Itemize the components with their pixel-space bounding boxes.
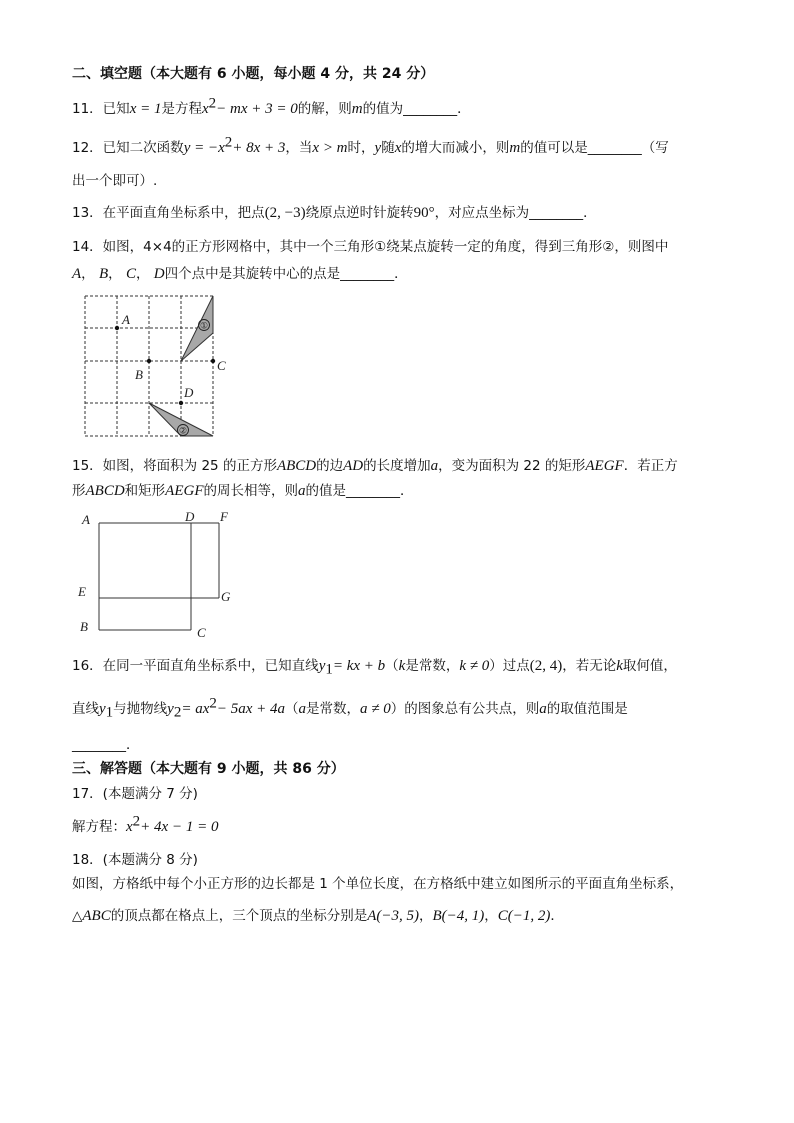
q15-text-2: 的边	[316, 458, 344, 474]
label-b: B	[80, 619, 88, 634]
q15-text-6: 形	[72, 483, 86, 499]
q15-text-3: 的长度增加	[363, 458, 431, 474]
q12-math-5: x	[394, 140, 402, 156]
q12-text-1: 12．已知二次函数	[72, 140, 184, 156]
q12-text-5: 的增大而减小，则	[401, 140, 510, 156]
q15-text-5: ．若正方	[623, 458, 678, 474]
label-d: D	[185, 509, 195, 524]
section-solve-heading: 三、解答题（本大题有 9 小题，共 86 分）	[72, 761, 345, 777]
q15-math-7: a	[298, 483, 306, 499]
q15-math-3: a	[430, 458, 439, 474]
label-f: F	[220, 509, 228, 524]
q11-text-3: 的解，则	[297, 101, 352, 117]
q13-text-2: 绕原点逆时针旋转	[305, 205, 414, 221]
question-13	[72, 203, 597, 223]
q14-text-2: 四个点中是其旋转中心的点是________．	[164, 266, 408, 282]
q15-text-4: ，变为面积为 22 的矩形	[438, 458, 586, 474]
q12-sup: 2	[224, 134, 233, 151]
q12-math-4: y	[374, 140, 382, 156]
q14-math-d: D	[153, 266, 165, 282]
q13-math-1: (2, −3)	[264, 205, 306, 221]
q14-grid-figure	[80, 293, 226, 443]
q11-text-1: 11．已知	[72, 101, 130, 117]
point-d-dot	[179, 401, 183, 405]
question-16: 16．在同一平面直角坐标系中，已知直线$y_1=$ kx + b（k是常数，k ≠ 0）过点(2, 4)，若无论k取何值，	[72, 658, 677, 678]
q12-math-2: + 8x + 3	[232, 140, 286, 156]
label-c: C	[217, 358, 226, 373]
question-15	[72, 456, 678, 476]
q14-math-c: C	[125, 266, 136, 282]
q13-math-2: 90°	[413, 205, 435, 221]
q15-math-6: AEGF	[165, 483, 204, 499]
q15-text-9: 的值是________．	[305, 483, 414, 499]
q14-math-a: A	[72, 266, 82, 282]
q11-text-4: 的值为________．	[362, 101, 471, 117]
q15-math-5: ABCD	[85, 483, 125, 499]
q15-text-8: 的周长相等，则	[203, 483, 298, 499]
point-c-dot	[211, 359, 215, 363]
q12-math-3: x > m	[312, 140, 348, 156]
question-14: 14．如图，4×4的正方形网格中，其中一个三角形①绕某点旋转一定的角度，得到三角形②，则图中	[72, 239, 669, 255]
point-a-dot	[115, 326, 119, 330]
label-a: A	[82, 512, 90, 527]
label-d: D	[184, 385, 194, 400]
q11-math-4: m	[351, 101, 363, 117]
triangle-1-label: ①	[199, 321, 209, 332]
q13-text-3: ，对应点坐标为________．	[434, 205, 597, 221]
question-17-body: 解方程：$x^2+ 4x - 1 = 0$	[72, 813, 219, 835]
q15-text-1: 15．如图，将面积为 25 的正方形	[72, 458, 277, 474]
q12-text-6: 的值可以是________（写	[520, 140, 669, 156]
q11-math-2: x	[201, 101, 209, 117]
label-a: A	[122, 312, 130, 327]
q13-text-1: 13．在平面直角坐标系中，把点	[72, 205, 265, 221]
q15-rectangle-figure	[76, 509, 246, 644]
q11-sup: 2	[208, 95, 217, 112]
question-12	[72, 134, 669, 158]
q15-line-2	[72, 481, 414, 501]
q15-math-2: AD	[343, 458, 364, 474]
label-e: E	[78, 584, 86, 599]
q12-line-2: 出一个即可）.	[72, 173, 158, 189]
q16-math-1: y	[318, 658, 326, 674]
q12-math-6: m	[509, 140, 521, 156]
q16-line-2: 直线$y_1$与抛物线$y_2= ax^2- 5ax + 4a(a$是常数，a ≠ 0）的图象总有公共点，则a的取值范围是	[72, 695, 628, 721]
question-18-line-2: △ABC的顶点都在格点上，三个顶点的坐标分别是A(−3, 5)，B(−4, 1)，C(−1, 2)．	[72, 908, 564, 924]
rectangle-lines	[99, 523, 219, 630]
q12-math-1: y = −x	[183, 140, 225, 156]
q16-math-2: = kx + b	[332, 658, 386, 674]
q16-text-1: 16．在同一平面直角坐标系中，已知直线	[72, 658, 319, 674]
q16-line-3: ________．	[72, 737, 140, 753]
question-18-line-1: 如图，方格纸中每个小正方形的边长都是 1 个单位长度，在方格纸中建立如图所示的平面直角坐标系，	[72, 876, 684, 892]
point-b-dot	[147, 359, 151, 363]
q14-line-2: A， B， C， D四个点中是其旋转中心的点是________．	[72, 266, 408, 282]
triangle-2-label: ②	[178, 426, 188, 437]
label-c: C	[197, 625, 206, 640]
section-fill-heading: 二、填空题（本大题有 6 小题，每小题 4 分，共 24 分）	[72, 66, 435, 82]
question-18-header: 18．(本题满分 8 分)	[72, 852, 198, 868]
q11-text-2: 是方程	[161, 101, 202, 117]
q12-text-4: 随	[381, 140, 395, 156]
q14-math-b: B	[98, 266, 109, 282]
label-g: G	[221, 589, 231, 604]
label-b: B	[135, 367, 143, 382]
q12-text-3: 时，	[347, 140, 375, 156]
q12-text-2: ，当	[285, 140, 313, 156]
q11-math-1: x = 1	[129, 101, 162, 117]
q15-text-7: 和矩形	[124, 483, 166, 499]
q15-math-1: ABCD	[276, 458, 317, 474]
grid-lines	[85, 296, 213, 436]
q15-math-4: AEGF	[585, 458, 624, 474]
question-17-header: 17．(本题满分 7 分)	[72, 786, 198, 802]
q11-math-3: − mx + 3 = 0	[216, 101, 298, 117]
question-11	[72, 95, 471, 119]
